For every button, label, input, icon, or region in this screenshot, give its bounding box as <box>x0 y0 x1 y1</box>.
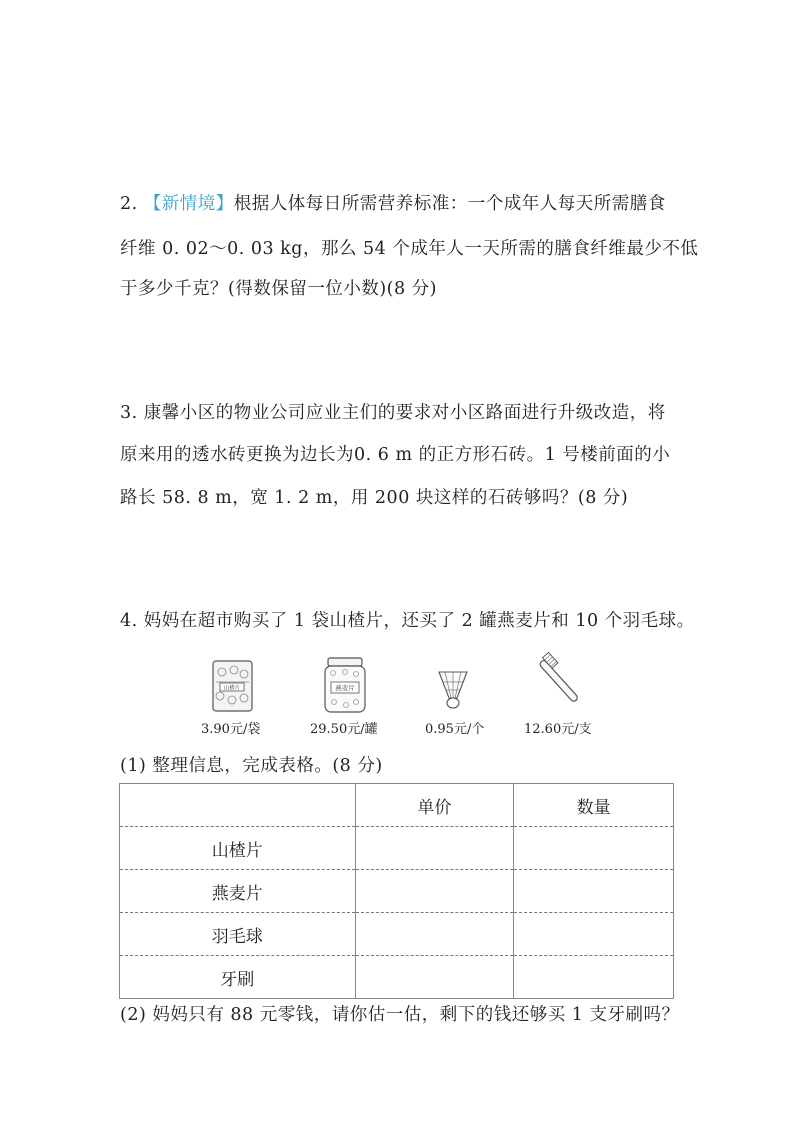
q2-number: 2. <box>120 194 138 214</box>
bag-label: 山楂片 <box>223 685 241 692</box>
quantity-cell[interactable] <box>514 956 674 999</box>
table-row-label: 燕麦片 <box>120 870 356 913</box>
q2-line-2: 纤维 0. 02～0. 03 kg，那么 54 个成年人一天所需的膳食纤维最少不低 <box>120 239 699 259</box>
shuttlecock-icon <box>435 668 471 710</box>
table-row-label: 山楂片 <box>120 827 356 870</box>
table-header-quantity: 数量 <box>514 784 674 827</box>
table-header-row <box>120 784 674 827</box>
q3-line-1: 3. 康馨小区的物业公司应业主们的要求对小区路面进行升级改造，将 <box>120 403 666 423</box>
price-oatmeal: 29.50元/罐 <box>310 722 378 737</box>
table-row-label: 羽毛球 <box>120 913 356 956</box>
quantity-cell[interactable] <box>514 827 674 870</box>
price-toothbrush: 12.60元/支 <box>524 722 592 737</box>
toothbrush-icon <box>526 650 592 714</box>
unit-price-cell[interactable] <box>355 870 514 913</box>
info-table <box>119 783 674 999</box>
q3-line-3: 路长 58. 8 m，宽 1. 2 m，用 200 块这样的石砖够吗？(8 分) <box>120 488 629 508</box>
q2-text-1: 根据人体每日所需营养标准：一个成年人每天所需膳食 <box>233 194 666 214</box>
unit-price-cell[interactable] <box>355 956 514 999</box>
table-header-item <box>120 784 356 827</box>
q4-line-1: 4. 妈妈在超市购买了 1 袋山楂片，还买了 2 罐燕麦片和 10 个羽毛球。 <box>120 611 695 631</box>
table-row <box>120 870 674 913</box>
quantity-cell[interactable] <box>514 913 674 956</box>
q4-part-1: (1) 整理信息，完成表格。(8 分) <box>120 756 383 776</box>
table-header-unit-price: 单价 <box>355 784 514 827</box>
quantity-cell[interactable] <box>514 870 674 913</box>
unit-price-cell[interactable] <box>355 827 514 870</box>
table-row-label: 牙刷 <box>120 956 356 999</box>
product-illustrations <box>0 650 794 745</box>
oatmeal-jar-icon <box>322 656 368 714</box>
table-row <box>120 956 674 999</box>
jar-label: 燕麦片 <box>335 684 355 692</box>
table-row <box>120 913 674 956</box>
price-shuttlecock: 0.95元/个 <box>425 722 485 737</box>
price-hawthorn: 3.90元/袋 <box>201 722 261 737</box>
q2-line-3: 于多少千克？(得数保留一位小数)(8 分) <box>120 279 438 299</box>
q3-line-2: 原来用的透水砖更换为边长为0. 6 m 的正方形石砖。1 号楼前面的小 <box>120 445 671 465</box>
table-row <box>120 827 674 870</box>
hawthorn-bag-icon <box>210 658 255 713</box>
q4-part-2: (2) 妈妈只有 88 元零钱，请你估一估，剩下的钱还够买 1 支牙刷吗？ <box>120 1005 680 1025</box>
q2-tag: 【新情境】 <box>143 194 234 214</box>
q2-line-1 <box>120 190 666 215</box>
unit-price-cell[interactable] <box>355 913 514 956</box>
